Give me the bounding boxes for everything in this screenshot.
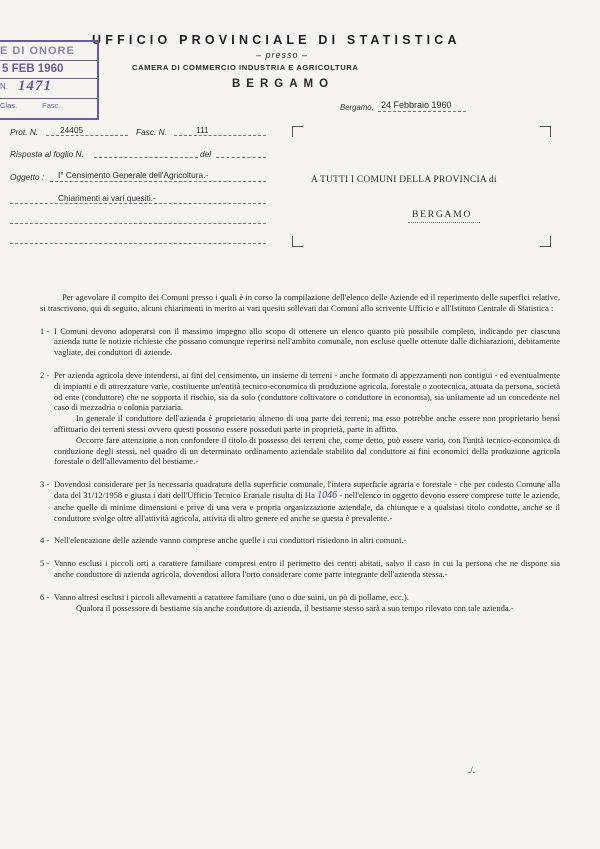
del-label: del <box>200 149 212 159</box>
continue-mark: ./. <box>468 765 476 775</box>
point-3 <box>40 479 560 523</box>
date-place: Bergamo, <box>340 103 374 112</box>
city-title: BERGAMO <box>232 78 335 90</box>
office-title: UFFICIO PROVINCIALE DI STATISTICA <box>92 33 461 47</box>
point-1-number: 1 - <box>40 325 50 336</box>
presso-label: – presso – <box>256 50 309 60</box>
intro-paragraph: Per agevolare il compito dei Comuni presso i quali è in corso la compilazione dell'elenco delle Aziende ed il reperimento delle superfici relative, si trascrivono, qui di seguito, alcuni chiarimenti in merito ai vari quesiti sollevati dai Comuni allo scrivente Ufficio e all'Istituto Centrale di Statistica : <box>40 292 560 313</box>
point-1-text: I Comuni devono adoperarsi con il massimo impegno allo scopo di ottenere un elenco quanto più possibile completo, indicando per ciascuna azienda tutte le notizie richieste che possano comunque reperirsi nell'ambito comunale, non escluse quelle ottenute dalle dichiarazioni, debitamente vagliate, dei conduttori di aziende. <box>54 325 560 358</box>
point-5-number: 5 - <box>40 558 50 569</box>
point-6-text-b: Qualora il possessore di bestiame sia anche conduttore di azienda, il bestiame stesso sarà a suo tempo rilevato con tale azienda.- <box>76 602 514 613</box>
risposta-label: Risposta al foglio N. <box>10 149 84 159</box>
point-3-number: 3 - <box>40 479 50 490</box>
oggetto-line1: I° Censimento Generale dell'Agricoltura.- <box>58 170 209 180</box>
point-3-text-pre: Dovendosi considerare per la necessaria quadratura della superficie comunale, l'intera superficie agraria e forestale - che per codesto Comune alla data del 31/12/1958 e giusta i dati dell'Ufficio Tecnico Erariale risulta di Ha <box>54 479 560 500</box>
chamber-title: CAMERA DI COMMERCIO INDUSTRIA E AGRICOLTURA <box>132 63 359 72</box>
document-date: 24 Febbraio 1960 <box>381 100 452 110</box>
point-2-text-c: Occorre fare attenzione a non confondere il titolo di possesso dei terreni che, come detto, può essere vario, con l'unità tecnico-economica di conduzione degli stessi, nel quadro di un determinato ordinamento aziendale stabilito dal conduttore ai fini economici della produzione agricola forestale o dell'allevamento del bestiame.- <box>54 434 560 467</box>
addressee-city: BERGAMO <box>412 210 473 220</box>
addressee-line1: A TUTTI I COMUNI DELLA PROVINCIA di <box>311 175 497 185</box>
stamp-date: 5 FEB 1960 <box>2 63 64 75</box>
point-4-number: 4 - <box>40 535 50 546</box>
fasc-value: 111 <box>196 125 209 135</box>
point-2-text-a: Per azienda agricola deve intendersi, ai fini del censimento, un insieme di terreni - anche formato di appezzamenti non contigui - ed eventualmente di impianti e di attrezzature varie, costituente un'entità tecnico-economica di produzione agricola, forestale o zootecnica, attuata da persona, società od ente (conduttore) che ne sopporta il rischio, sia da solo (conduttore coltivatore o conduttore in economia), sia unitamente ad un concedente nel caso di mezzadria o colonia parziaria. <box>54 369 560 413</box>
oggetto-line2: Chiarimenti ai vari quesiti.- <box>58 193 156 203</box>
point-6 <box>40 592 560 614</box>
handwritten-hectares: 1046 <box>317 489 338 501</box>
point-4-text: Nell'elencazione delle aziende vanno comprese anche quelle i cui conduttori risiedono in altri comuni.- <box>54 535 407 546</box>
point-5 <box>40 558 560 580</box>
fasc-label: Fasc. N. <box>136 127 167 137</box>
point-4 <box>40 535 560 546</box>
point-2-number: 2 - <box>40 369 50 380</box>
stamp-number: 1471 <box>18 78 52 94</box>
protocol-stamp <box>0 40 99 120</box>
letter-body <box>40 292 560 613</box>
oggetto-label: Oggetto : <box>10 172 45 182</box>
prot-value: 24405 <box>60 125 84 135</box>
prot-label: Prot. N. <box>10 127 39 137</box>
point-1 <box>40 326 560 358</box>
stamp-line1: E DI ONORE <box>0 45 75 57</box>
stamp-fasc-label: Fasc. <box>42 101 61 110</box>
point-6-text-a: Vanno altresì esclusi i piccoli allevamenti a carattere familiare (uno o due suini, un pò di pollame, ecc.). <box>54 591 409 602</box>
point-3-text <box>54 479 560 523</box>
point-2-text-b: In generale il conduttore dell'azienda è proprietario almeno di una parte dei terreni; ma esso potrebbe anche essere non proprietario bensì affittuario dei terreni stessi ovvero questi possono essere posseduti parte in proprietà, parte in affitto. <box>54 413 560 434</box>
stamp-n-label: N. <box>0 82 8 91</box>
point-3-text-post: - nell'elenco in oggetto devono essere comprese tutte le aziende, anche quelle di minime dimensioni e prive di una vera e propria organizzazione aziendale, da chiunque e a qualsiasi titolo condotte, anche se il conduttore svolge oltre all'attività agricola, attività di altro genere ed anche se questa è prevalente.- <box>54 489 561 523</box>
point-5-text: Vanno esclusi i piccoli orti a carattere familiare compresi entro il perimetro dei centri abitati, salvo il caso in cui la persona che ne dispone sia anche conduttore di azienda agricola, dovendosi allora l'orto considerare come parte integrante dell'azienda stessa.- <box>54 558 560 579</box>
point-2 <box>40 370 560 467</box>
stamp-clas-label: Clas. <box>0 101 18 110</box>
point-6-number: 6 - <box>40 591 50 602</box>
